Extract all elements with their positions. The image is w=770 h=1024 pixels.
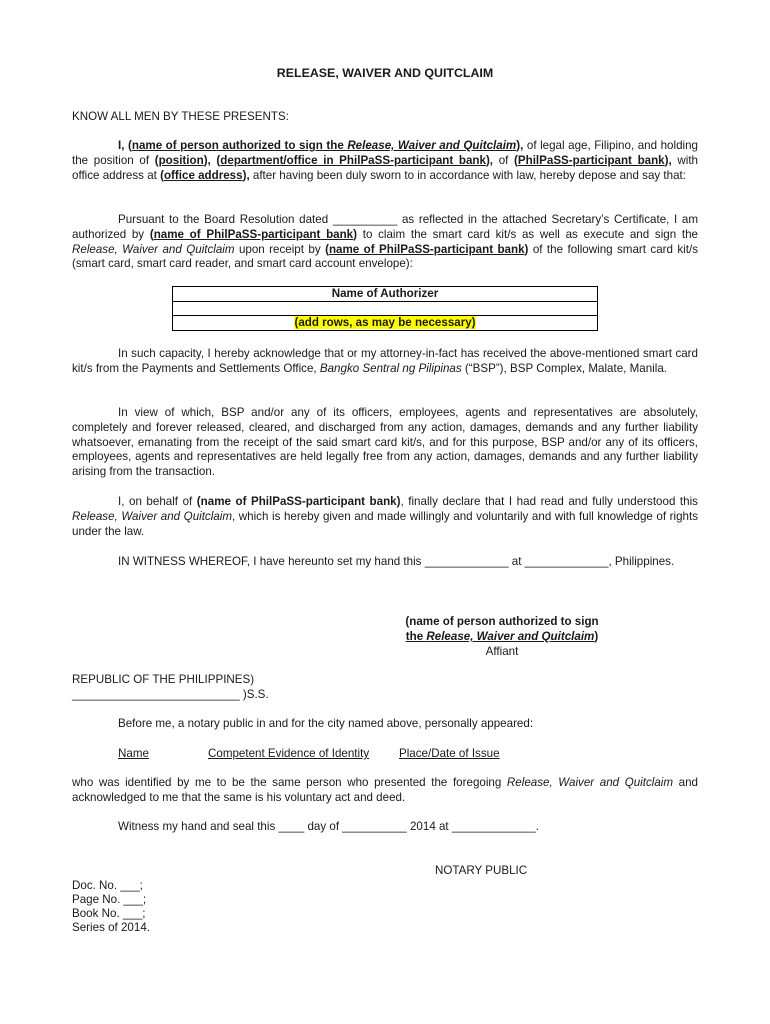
paragraph-release: In view of which, BSP and/or any of its officers, employees, agents and representatives are absolutely, completely and forever released, cleared, and discharged from any action, damages, demands and any further liability whatsoever, emanating from the receipt of the said smart card kit/s, and for this purpose, BSP and/or any of its officers, employees, agents and representatives are held legally free from any action, damages, demands and any further liability arising from the transaction. xyxy=(72,406,698,479)
affiant-signature-block xyxy=(372,614,632,659)
paragraph-acknowledgement: In such capacity, I hereby acknowledge that or my attorney-in-fact has received the above-mentioned smart card kit/s from the Payments and Settlements Office, Bangko Sentral ng Pilipinas (“BSP”), BSP Complex, Malate, Manila. xyxy=(72,347,698,375)
affiant-name-line2: the Release, Waiver and Quitclaim) xyxy=(405,630,599,643)
book-no: Book No. ___; xyxy=(72,907,146,920)
series-no: Series of 2014. xyxy=(72,921,150,934)
doc-no: Doc. No. ___; xyxy=(72,879,143,892)
notary-public-label: NOTARY PUBLIC xyxy=(435,864,528,877)
affiant-label: Affiant xyxy=(485,645,519,658)
table-row xyxy=(173,287,598,302)
table-row xyxy=(173,316,598,331)
document-title: RELEASE, WAIVER AND QUITCLAIM xyxy=(276,66,494,80)
authorizer-table-cell xyxy=(173,302,598,316)
authorizer-table-header: Name of Authorizer xyxy=(173,287,598,302)
page-no: Page No. ___; xyxy=(72,893,147,906)
add-rows-note: (add rows, as may be necessary) xyxy=(294,316,476,329)
id-header-place: Place/Date of Issue xyxy=(399,747,500,760)
republic-line: REPUBLIC OF THE PHILIPPINES) xyxy=(72,673,255,686)
ss-line: __________________________ )S.S. xyxy=(72,688,269,701)
affiant-name-line1: (name of person authorized to sign xyxy=(405,615,599,628)
paragraph-identified: who was identified by me to be the same person who presented the foregoing Release, Waiver and Quitclaim and acknowledged to me that the same is his voluntary act and deed. xyxy=(72,776,698,804)
know-all-heading: KNOW ALL MEN BY THESE PRESENTS: xyxy=(72,110,289,123)
authorizer-table-placeholder-cell xyxy=(173,316,598,331)
table-row xyxy=(173,302,598,316)
paragraph-authorization: Pursuant to the Board Resolution dated __________ as reflected in the attached Secretary’s Certificate, I am authorized by (name of PhilPaSS-participant bank) to claim the smart card kit/s as well as execute and sign the Release, Waiver and Quitclaim upon receipt by (name of PhilPaSS-participant bank) of the following smart card kit/s (smart card, smart card reader, and smart card account envelope): xyxy=(72,213,698,271)
id-header-evidence: Competent Evidence of Identity xyxy=(208,747,370,760)
paragraph-witness-whereof: IN WITNESS WHEREOF, I have hereunto set my hand this _____________ at _____________, Philippines. xyxy=(118,555,675,568)
paragraph-declaration: I, on behalf of (name of PhilPaSS-participant bank), finally declare that I had read and fully understood this Release, Waiver and Quitclaim, which is hereby given and made willingly and voluntarily and with full knowledge of rights under the law. xyxy=(72,495,698,538)
authorizer-table xyxy=(172,286,598,331)
paragraph-affiant-identity: I, (name of person authorized to sign the Release, Waiver and Quitclaim), of legal age, Filipino, and holding the position of (position), (department/office in PhilPaSS-participant bank), of (PhilPaSS-participant bank), with office address at (office address), after having been duly sworn to in accordance with law, hereby depose and say that: xyxy=(72,139,699,182)
id-header-name: Name xyxy=(118,747,149,760)
witness-hand-line: Witness my hand and seal this ____ day of __________ 2014 at _____________. xyxy=(118,820,539,833)
before-me-line: Before me, a notary public in and for the city named above, personally appeared: xyxy=(118,717,534,730)
